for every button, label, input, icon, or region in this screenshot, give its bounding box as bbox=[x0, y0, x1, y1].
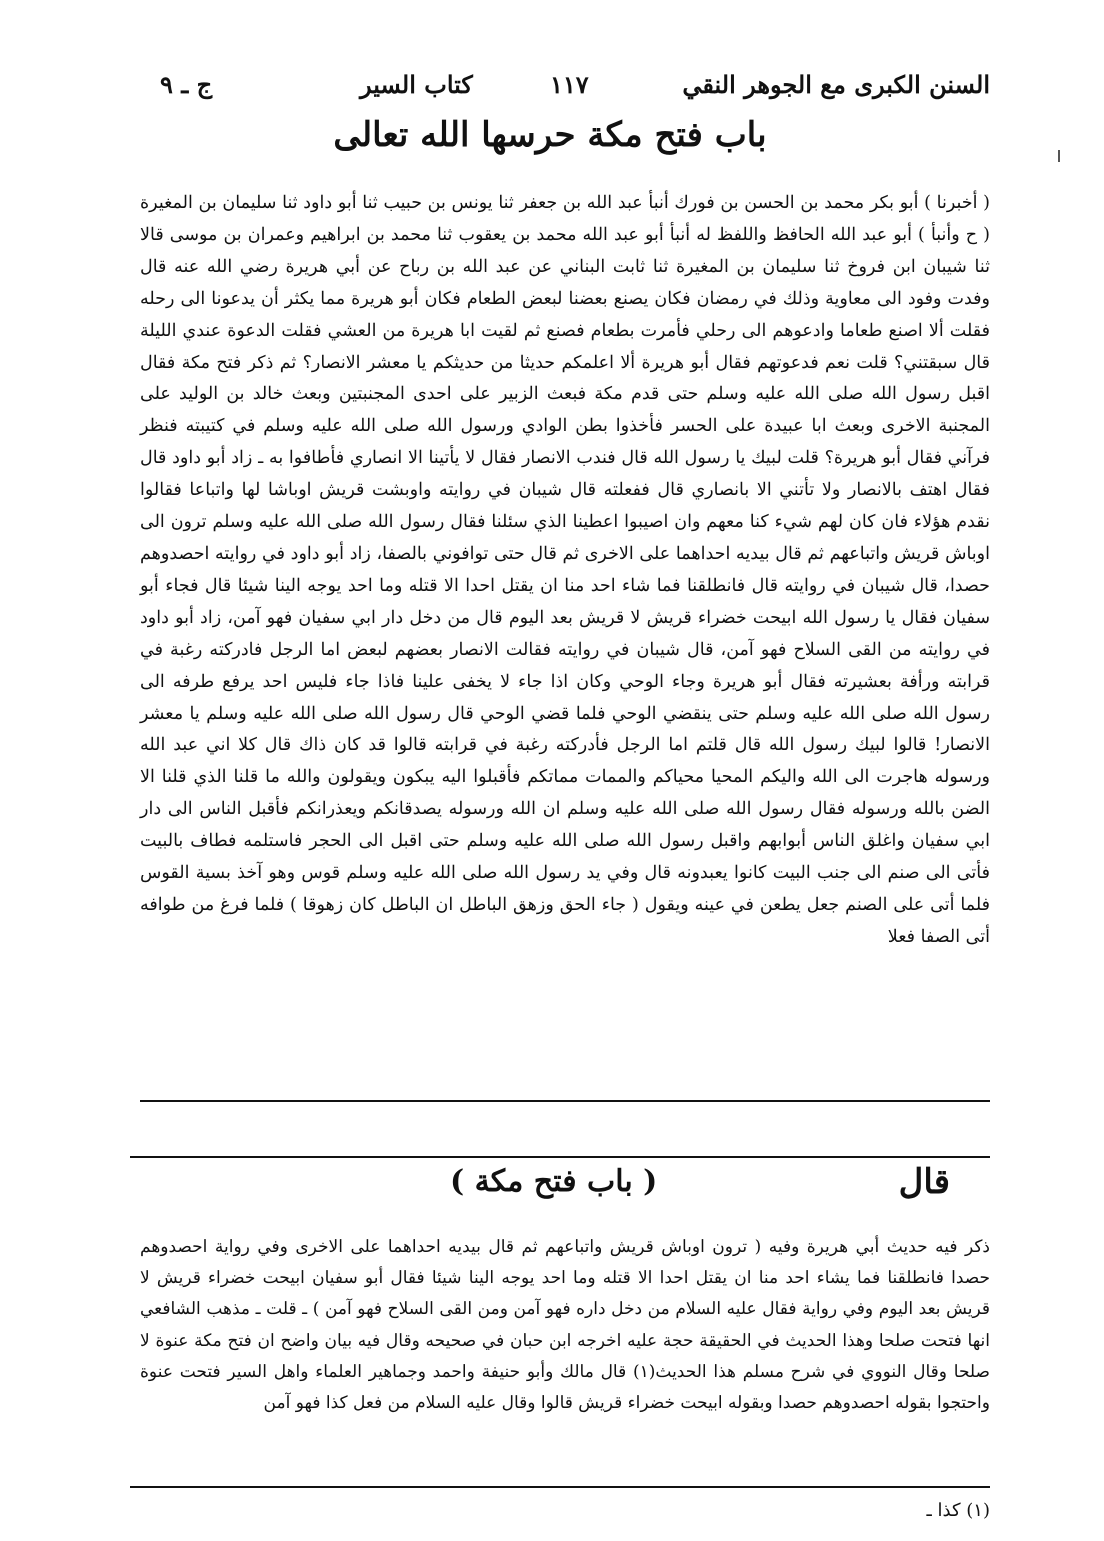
page-number: ١١٧ bbox=[550, 70, 589, 99]
commentary-label: قال bbox=[898, 1162, 950, 1202]
book-title: السنن الكبرى مع الجوهر النقي bbox=[682, 70, 990, 99]
commentary-text bbox=[140, 1232, 990, 1419]
footnote-divider bbox=[130, 1486, 990, 1488]
main-paragraph: ( أخبرنا ) أبو بكر محمد بن الحسن بن فورك أنبأ عبد الله بن جعفر ثنا يونس بن حبيب ثنا أبو داود ثنا سليمان بن المغيرة ( ح وأنبأ ) أبو عبد الله الحافظ واللفظ له أنبأ أبو عبد الله محمد بن يعقوب ثنا محمد بن ابراهيم وعمران بن موسى قالا ثنا شيبان ابن فروخ ثنا سليمان بن المغيرة ثنا ثابت البناني عن عبد الله بن رباح عن أبي هريرة رضي الله عنه قال وفدت وفود الى معاوية وذلك في رمضان فكان يصنع بعضنا لبعض الطعام فكان أبو هريرة مما يكثر أن يدعونا الى رحله فقلت ألا اصنع طعاما وادعوهم الى رحلي فأمرت بطعام فصنع ثم لقيت ابا هريرة من العشي فقلت الدعوة عندي الليلة قال سبقتني؟ قلت نعم فدعوتهم فقال أبو هريرة ألا اعلمكم حديثا من حديثكم يا معشر الانصار؟ ثم ذكر فتح مكة فقال اقبل رسول الله صلى الله عليه وسلم حتى قدم مكة فبعث الزبير على احدى المجنبتين وبعث خالد بن الوليد على المجنبة الاخرى وبعث ابا عبيدة على الحسر فأخذوا بطن الوادي ورسول الله صلى الله عليه وسلم في كتيبته فنظر فرآني فقال أبو هريرة؟ قلت لبيك يا رسول الله قال فندب الانصار فقال لا يأتينا الا انصاري فأطافوا به ـ زاد أبو داود قال فقال اهتف بالانصار ولا تأتني الا بانصاري قال ففعلته قال شيبان في روايته واوبشت قريش اوباشا لها واتباعا فقالوا نقدم هؤلاء فان كان لهم شيء كنا معهم وان اصيبوا اعطينا الذي سئلنا فقال رسول الله صلى الله عليه وسلم ترون الى اوباش قريش واتباعهم ثم قال بيديه احداهما على الاخرى ثم قال حتى توافوني بالصفا، زاد أبو داود في روايته احصدوهم حصدا، قال شيبان في روايته قال فانطلقنا فما شاء احد منا ان يقتل احدا الا قتله وما احد يوجه الينا شيئا قال فجاء أبو سفيان فقال يا رسول الله ابيحت خضراء قريش لا قريش بعد اليوم قال من دخل دار ابي سفيان فهو آمن، زاد أبو داود في روايته من القى السلاح فهو آمن، قال شيبان في روايته فقالت الانصار بعضهم لبعض اما الرجل فادركته رغبة في قرابته ورأفة بعشيرته فقال أبو هريرة وجاء الوحي وكان اذا جاء لا يخفى علينا فاذا جاء فليس احد يرفع طرفه الى رسول الله صلى الله عليه وسلم حتى ينقضي الوحي فلما قضي الوحي قال رسول الله صلى الله عليه وسلم يا معشر الانصار! قالوا لبيك رسول الله قال قلتم اما الرجل فأدركته رغبة في قرابته قالوا قد كان ذاك قال كلا اني عبد الله ورسوله هاجرت الى الله واليكم المحيا محياكم والممات مماتكم فأقبلوا اليه يبكون ويقولون والله ما قلنا الذي قلنا الا الضن بالله ورسوله فقال رسول الله صلى الله عليه وسلم ان الله ورسوله يصدقانكم ويعذرانكم فأقبل الناس الى دار ابي سفيان واغلق الناس أبوابهم واقبل رسول الله صلى الله عليه وسلم حتى اقبل الى الحجر فاستلمه فطاف بالبيت فأتى الى صنم الى جنب البيت كانوا يعبدونه قال وفي يد رسول الله صلى الله عليه وسلم قوس وهو آخذ بسية القوس فلما أتى على الصنم جعل يطعن في عينه ويقول ( جاء الحق وزهق الباطل ان الباطل كان زهوقا ) فلما فرغ من طوافه أتى الصفا فعلا bbox=[140, 193, 990, 947]
main-text bbox=[140, 188, 990, 954]
margin-mark bbox=[1058, 150, 1060, 162]
commentary-paragraph: ذكر فيه حديث أبي هريرة وفيه ( ترون اوباش قريش واتباعهم ثم قال بيديه احداهما على الاخرى وفي رواية احصدوهم حصدا فانطلقنا فما يشاء احد منا ان يقتل احدا الا قتله وما احد يوجه الينا شيئا فقال أبو سفيان ابيحت خضراء قريش لا قريش بعد اليوم وفي رواية فقال عليه السلام من دخل داره فهو آمن ومن القى السلاح فهو آمن ) ـ قلت ـ مذهب الشافعي انها فتحت صلحا وهذا الحديث في الحقيقة حجة عليه اخرجه ابن حبان في صحيحه وقال فيه بيان واضح ان فتح مكة عنوة لا صلحا وقال النووي في شرح مسلم هذا الحديث(١) قال مالك وأبو حنيفة واحمد وجماهير العلماء واهل السير فتحت عنوة واحتجوا بقوله احصدوهم حصدا وبقوله ابيحت خضراء قريش قالوا وقال عليه السلام من فعل كذا فهو آمن bbox=[140, 1237, 990, 1414]
chapter-name: كتاب السير bbox=[360, 70, 473, 99]
section-divider bbox=[140, 1100, 990, 1102]
volume-number: ج ـ ٩ bbox=[160, 70, 213, 99]
running-head bbox=[140, 70, 990, 110]
chapter-title: باب فتح مكة حرسها الله تعالى bbox=[333, 115, 767, 155]
commentary-title: ( باب فتح مكة ) bbox=[450, 1164, 658, 1199]
footnote: (١) كذا ـ bbox=[926, 1500, 990, 1521]
commentary-heading bbox=[140, 1162, 990, 1212]
commentary-divider bbox=[130, 1156, 990, 1158]
